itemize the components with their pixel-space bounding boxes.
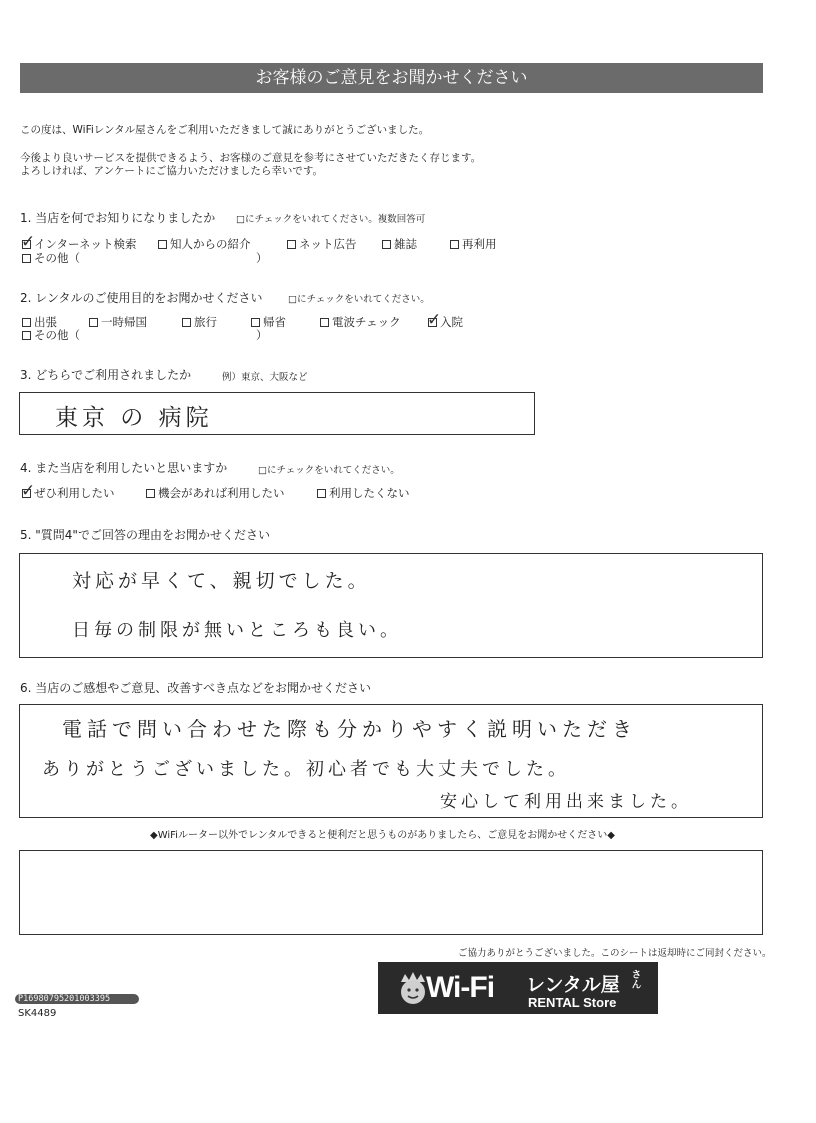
q1-option-referral[interactable] bbox=[158, 236, 251, 252]
option-label: 出張 bbox=[34, 315, 57, 329]
q4-option-maybe[interactable] bbox=[146, 485, 285, 501]
q7-answer-box[interactable] bbox=[19, 850, 763, 935]
logo-rental: レンタル屋 bbox=[526, 974, 620, 996]
q1-option-other[interactable] bbox=[22, 250, 80, 266]
checkbox[interactable] bbox=[158, 240, 167, 249]
option-label: 知人からの紹介 bbox=[170, 237, 251, 251]
intro-line-2: 今後より良いサービスを提供できるよう、お客様のご意見を参考にさせていただきたく存じます。 bbox=[20, 152, 482, 164]
q4-title: 4. また当店を利用したいと思いますか bbox=[20, 461, 228, 475]
option-label: その他（ bbox=[34, 251, 80, 265]
q4-option-no[interactable] bbox=[317, 485, 410, 501]
checkbox[interactable] bbox=[427, 309, 442, 330]
q1-option-magazine[interactable] bbox=[382, 236, 417, 252]
checkbox[interactable] bbox=[251, 318, 260, 327]
option-label: ぜひ利用したい bbox=[34, 486, 115, 500]
option-label: 一時帰国 bbox=[101, 315, 147, 329]
mascot-icon bbox=[396, 970, 430, 1006]
option-label: 入院 bbox=[440, 315, 463, 329]
q3-answer-text: 東京 の 病院 bbox=[55, 405, 213, 431]
checkbox[interactable] bbox=[287, 240, 296, 249]
q5-title: 5. "質問4"でご回答の理由をお聞かせください bbox=[20, 528, 270, 542]
q3-note: 例）東京、大阪など bbox=[222, 372, 308, 383]
checkbox[interactable] bbox=[182, 318, 191, 327]
intro-line-3: よろしければ、アンケートにご協力いただけましたら幸いです。 bbox=[20, 165, 324, 177]
logo-san: さん bbox=[629, 969, 640, 989]
checkbox[interactable] bbox=[21, 231, 36, 252]
q1-option-web-ad[interactable] bbox=[287, 236, 357, 252]
q5-answer-box[interactable] bbox=[19, 553, 763, 658]
intro-line-1: この度は、WiFiレンタル屋さんをご利用いただきまして誠にありがとうございました。 bbox=[20, 124, 430, 136]
option-label: ネット広告 bbox=[299, 237, 357, 251]
q2-option-signal-check[interactable] bbox=[320, 314, 401, 330]
q1-title: 1. 当店を何でお知りになりましたか bbox=[20, 211, 216, 225]
q2-option-other[interactable] bbox=[22, 327, 80, 343]
logo-wifi: Wi-Fi bbox=[426, 971, 495, 1004]
q5-answer-line-2: 日毎の制限が無いところも良い。 bbox=[72, 620, 402, 641]
footer-thanks: ご協力ありがとうございました。このシートは返却時にご同封ください。 bbox=[458, 948, 772, 959]
logo-store: RENTAL Store bbox=[528, 995, 617, 1010]
q6-title: 6. 当店のご感想やご意見、改善すべき点などをお聞かせください bbox=[20, 681, 372, 695]
q2-title: 2. レンタルのご使用目的をお聞かせください bbox=[20, 291, 263, 305]
q4-note: □にチェックをいれてください。 bbox=[258, 465, 400, 476]
sheet-code: SK4489 bbox=[18, 1008, 57, 1019]
option-label: 帰省 bbox=[263, 315, 286, 329]
q2-option-return-home[interactable] bbox=[89, 314, 147, 330]
checkbox[interactable] bbox=[146, 489, 155, 498]
q2-other-close: ） bbox=[256, 328, 268, 342]
q2-option-hospital[interactable] bbox=[427, 309, 463, 330]
option-label: その他（ bbox=[34, 328, 80, 342]
checkbox[interactable] bbox=[317, 489, 326, 498]
q6-answer-line-1: 電話で問い合わせた際も分かりやすく説明いただき bbox=[62, 717, 637, 741]
check-mark-icon: ✓ bbox=[427, 309, 442, 330]
checkbox[interactable] bbox=[22, 318, 31, 327]
checkbox[interactable] bbox=[89, 318, 98, 327]
q1-option-reuse[interactable] bbox=[450, 236, 497, 252]
check-mark-icon: ✓ bbox=[21, 480, 36, 501]
checkbox[interactable] bbox=[22, 254, 31, 263]
q1-other-close: ） bbox=[256, 251, 268, 265]
barcode-label: P16980795201003395 bbox=[15, 994, 139, 1004]
option-label: 再利用 bbox=[462, 237, 497, 251]
option-label: 機会があれば利用したい bbox=[158, 486, 285, 500]
check-mark-icon: ✓ bbox=[21, 231, 36, 252]
option-label: インターネット検索 bbox=[34, 237, 137, 251]
option-label: 利用したくない bbox=[329, 486, 410, 500]
q4-option-definitely[interactable] bbox=[21, 480, 115, 501]
checkbox[interactable] bbox=[22, 331, 31, 340]
company-logo bbox=[378, 962, 658, 1014]
option-label: 旅行 bbox=[194, 315, 217, 329]
q1-note: □にチェックをいれてください。複数回答可 bbox=[236, 214, 426, 225]
q5-answer-line-1: 対応が早くて、親切でした。 bbox=[72, 570, 371, 592]
checkbox[interactable] bbox=[382, 240, 391, 249]
option-label: 雑誌 bbox=[394, 237, 417, 251]
q6-answer-line-3: 安心して利用出来ました。 bbox=[440, 792, 692, 812]
q6-answer-line-2: ありがとうございました。初心者でも大丈夫でした。 bbox=[42, 759, 570, 780]
checkbox[interactable] bbox=[21, 480, 36, 501]
checkbox[interactable] bbox=[450, 240, 459, 249]
q7-title: ◆WiFiルーター以外でレンタルできると便利だと思うものがありましたら、ご意見をお聞かせください◆ bbox=[150, 830, 615, 841]
page-title: お客様のご意見をお聞かせください bbox=[20, 63, 763, 93]
q3-title: 3. どちらでご利用されましたか bbox=[20, 368, 192, 382]
q6-answer-box[interactable] bbox=[19, 704, 763, 818]
q3-answer-box[interactable] bbox=[19, 392, 535, 435]
q2-note: □にチェックをいれてください。 bbox=[288, 294, 430, 305]
option-label: 電波チェック bbox=[332, 315, 401, 329]
q2-option-travel[interactable] bbox=[182, 314, 217, 330]
checkbox[interactable] bbox=[320, 318, 329, 327]
